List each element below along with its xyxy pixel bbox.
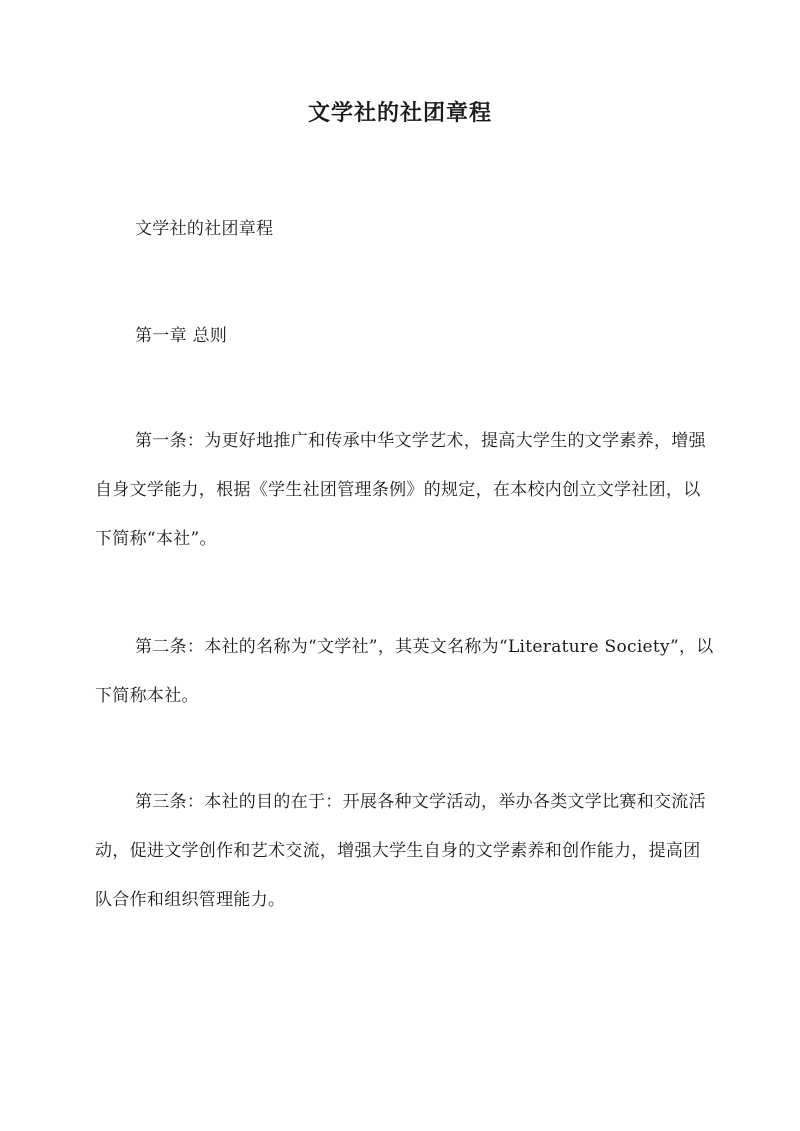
- document-title: 文学社的社团章程: [307, 100, 492, 126]
- chapter-heading: 第一章 总则: [135, 326, 228, 346]
- article-3: 第三条：本社的目的在于：开展各种文学活动，举办各类文学比赛和交流活动，促进文学创作和艺术交流，增强大学生自身的文学素养和创作能力，提高团队合作和组织管理能力。: [95, 792, 706, 910]
- document-subtitle: 文学社的社团章程: [135, 219, 274, 239]
- article-2: 第二条：本社的名称为“文学社”，其英文名称为“Literature Society”，以下简称本社。: [95, 637, 714, 706]
- article-1: 第一条：为更好地推广和传承中华文学艺术，提高大学生的文学素养，增强自身文学能力，根据《学生社团管理条例》的规定，在本校内创立文学社团，以下简称“本社”。: [95, 431, 706, 549]
